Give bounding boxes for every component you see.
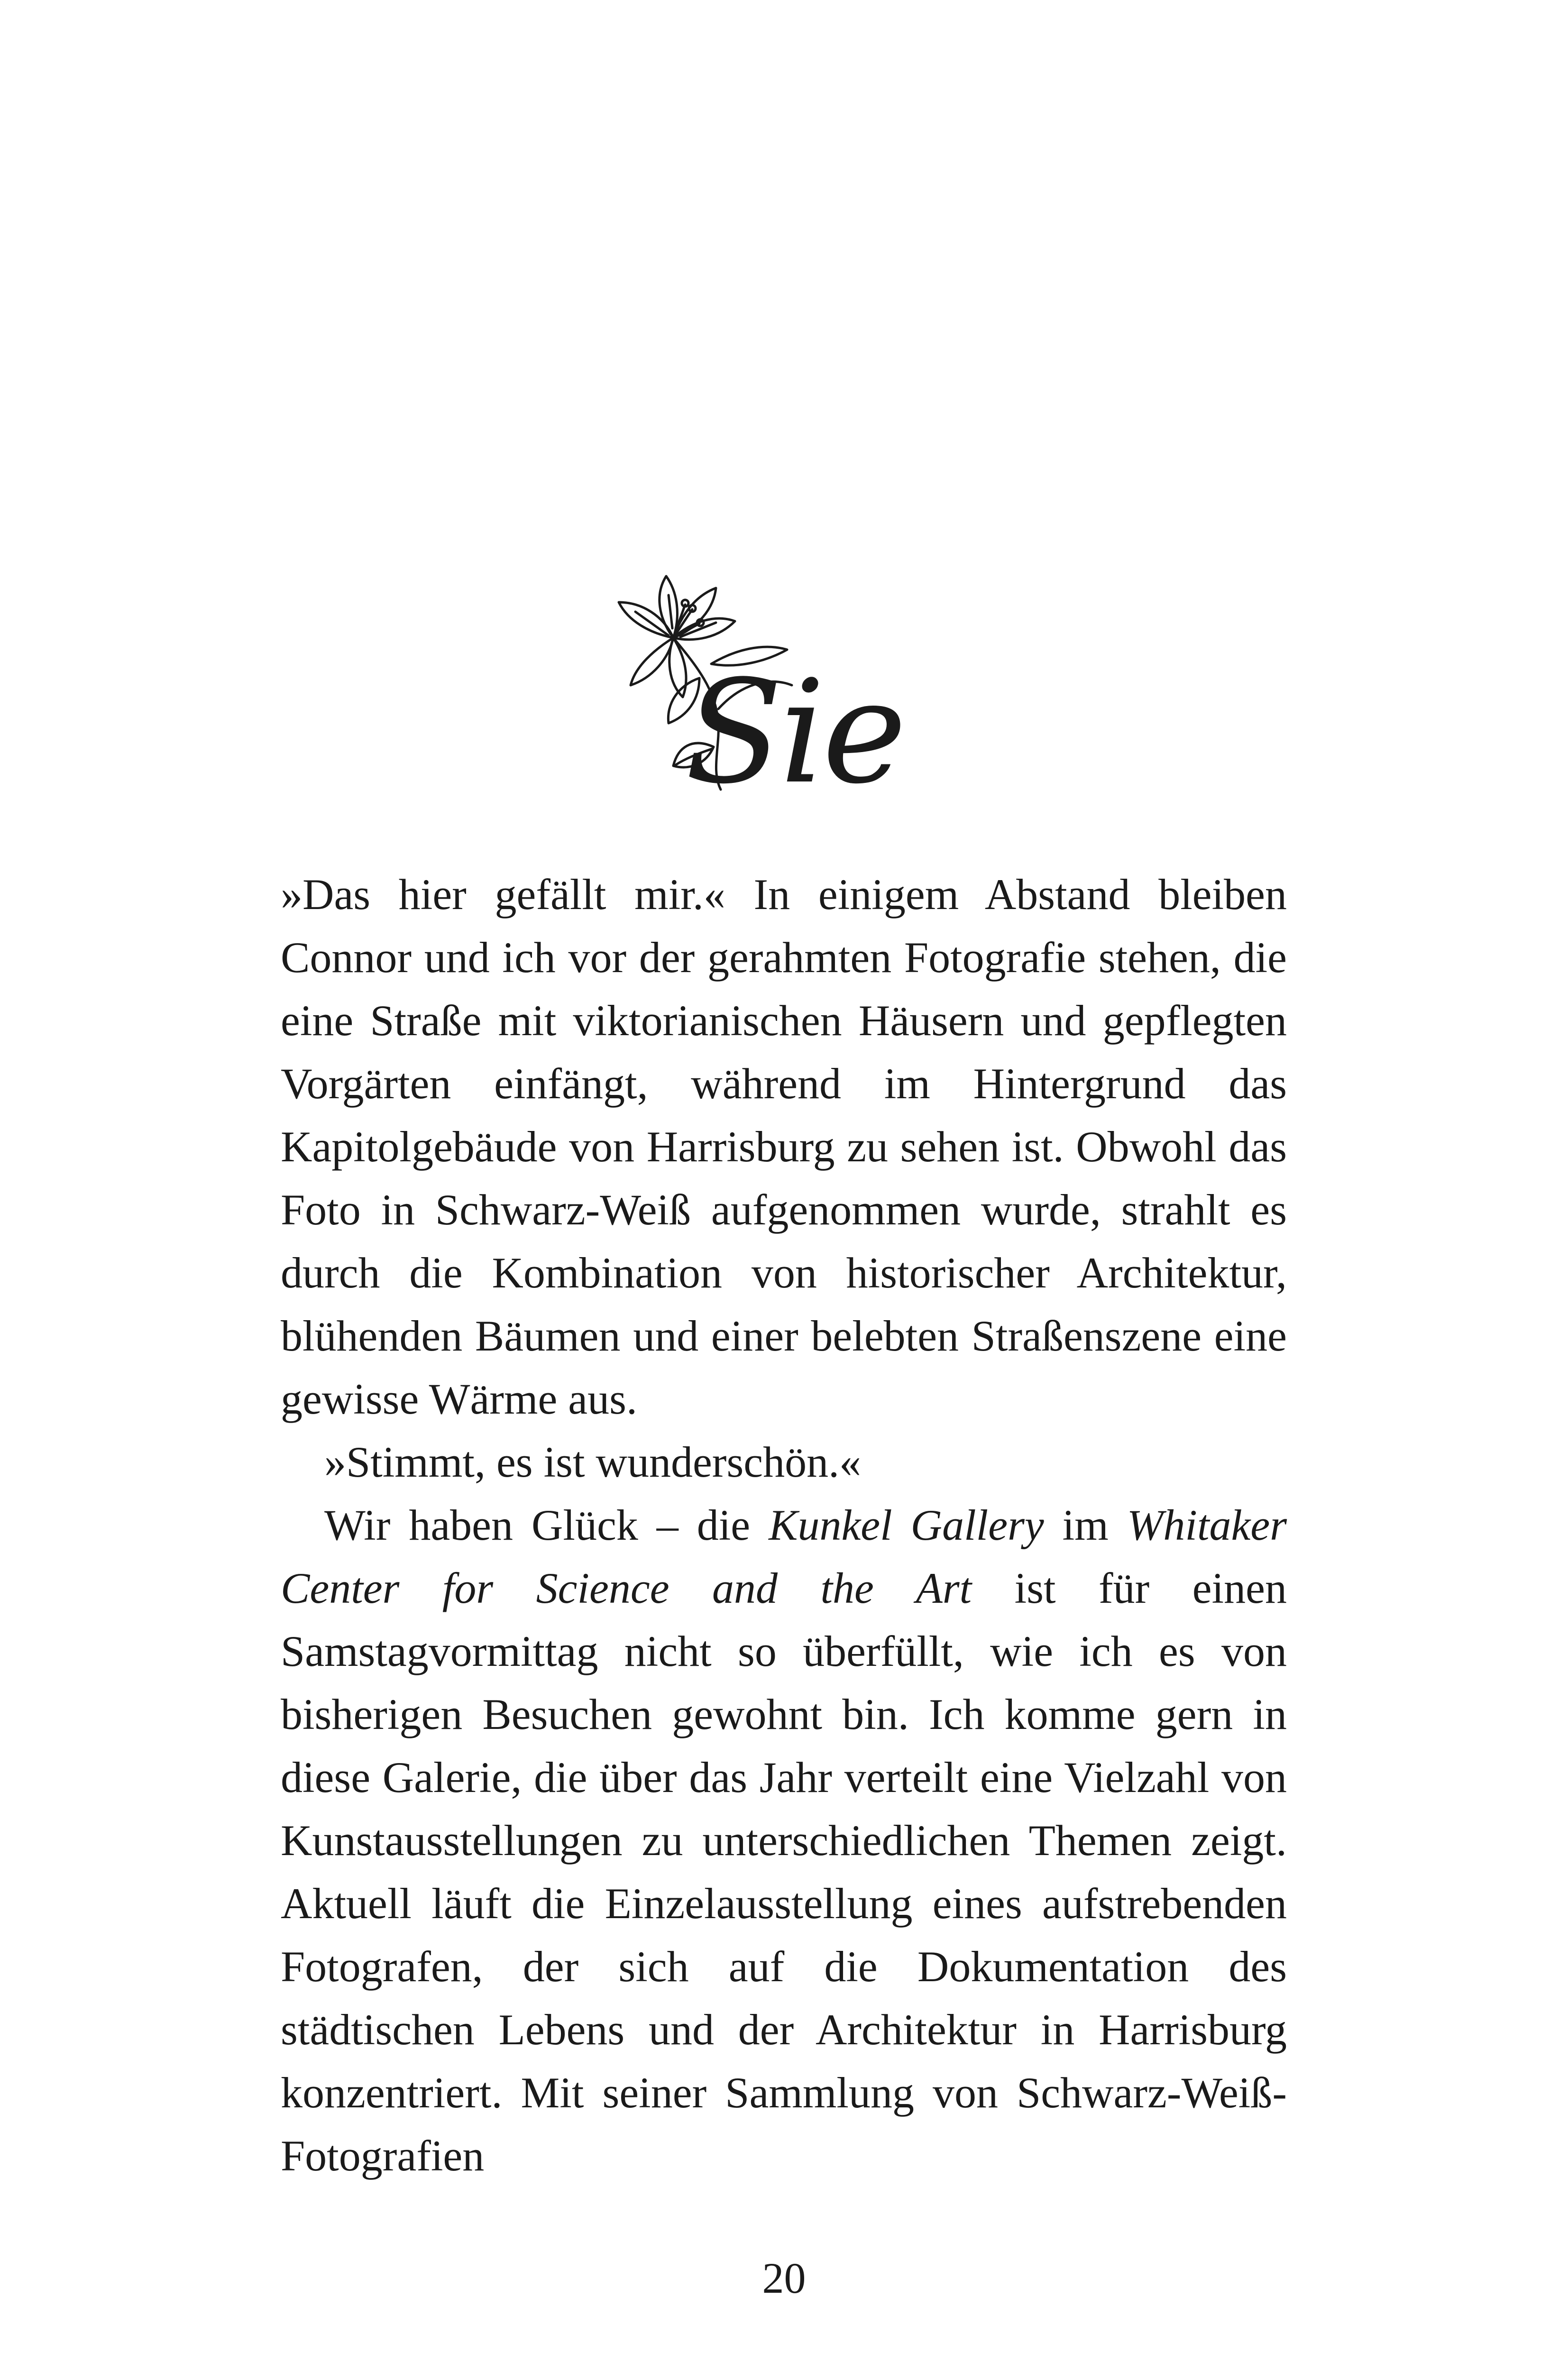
text-segment: Wir haben Glück – die — [324, 1501, 769, 1549]
text-segment: »Das hier gefällt mir.« In einigem Abstand bleiben Connor und ich vor der gerahmten Fotografie stehen, die eine Straße mit viktorianischen Häusern und gepflegten Vorgärten einfängt, während im Hintergrund das Kapitolgebäude von Harrisburg zu sehen ist. Obwohl das Foto in Schwarz-Weiß aufgenommen wurde, strahlt es durch die Kombination von historischer Architektur, blühenden Bäumen und einer belebten Straßenszene eine gewisse Wärme aus. — [281, 870, 1287, 1423]
page-number: 20 — [762, 2254, 806, 2302]
paragraph — [281, 1494, 1287, 2187]
italic-text-segment: Kunkel Gallery — [769, 1501, 1044, 1549]
italic-text-segment: Whitaker Center for Science and the Art — [281, 1501, 1287, 1612]
text-segment: ist für einen Samstagvormittag nicht so überfüllt, wie ich es von bisherigen Besuchen gewohnt bin. Ich komme gern in diese Galerie, die über das Jahr verteilt eine Vielzahl von Kunstausstellungen zu unterschiedlichen Themen zeigt. Aktuell läuft die Einzelausstellung eines aufstrebenden Fotografen, der sich auf die Dokumentation des städtischen Lebens und der Architektur in Harrisburg konzentriert. Mit seiner Sammlung von Schwarz-Weiß-Fotografien — [281, 1564, 1287, 2180]
body-text — [281, 863, 1287, 2187]
text-segment: im — [1044, 1501, 1127, 1549]
paragraph — [281, 1431, 1287, 1494]
paragraph — [281, 863, 1287, 1431]
text-segment: »Stimmt, es ist wunderschön.« — [324, 1438, 862, 1486]
chapter-title: Sie — [685, 650, 904, 815]
